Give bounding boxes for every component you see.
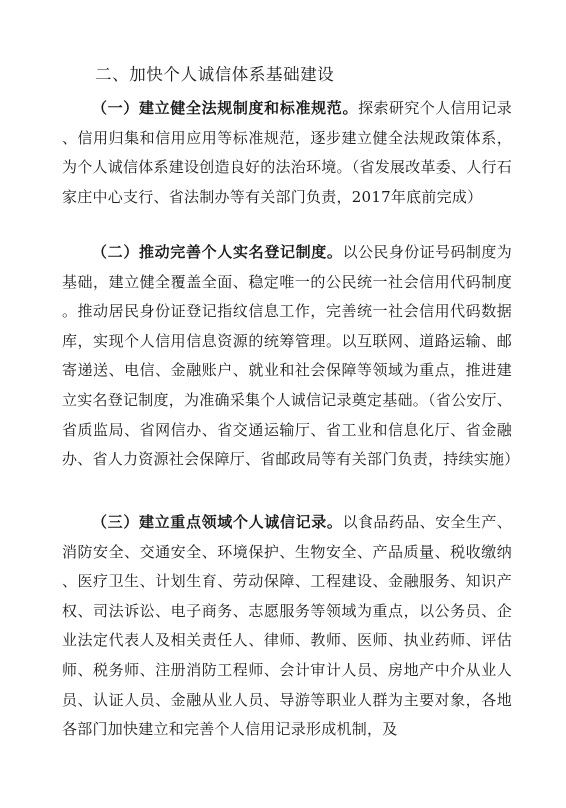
- paragraph-legal-framework: [62, 94, 512, 212]
- paragraph-key-field-records: [62, 508, 512, 745]
- paragraph-body: 以公民身份证号码制度为基础，建立健全覆盖全面、稳定唯一的公民统一社会信用代码制度。推动居民身份证登记指纹信息工作，完善统一社会信用代码数据库，实现个人信用信息资源的统筹管理。以互联网、道路运输、邮寄递送、电信、金融账户、就业和社会保障等领域为重点，推进建立实名登记制度，为准确采集个人诚信记录奠定基础。（省公安厅、省质监局、省网信办、省交通运输厅、省工业和信息化厅、省金融办、省人力资源社会保障厅、省邮政局等有关部门负责，持续实施）: [62, 243, 520, 469]
- paragraph-body: 以食品药品、安全生产、消防安全、交通安全、环境保护、生物安全、产品质量、税收缴纳、医疗卫生、计划生育、劳动保障、工程建设、金融服务、知识产权、司法诉讼、电子商务、志愿服务等领域为重点，以公务员、企业法定代表人及相关责任人、律师、教师、医师、执业药师、评估师、税务师、注册消防工程师、会计审计人员、房地产中介从业人员、认证人员、金融从业人员、导游等职业人群为主要对象，各地各部门加快建立和完善个人信用记录形成机制，及: [62, 513, 512, 739]
- section-heading: 二、加快个人诚信体系基础建设: [95, 65, 335, 84]
- paragraph-lead: （一）建立健全法规制度和标准规范。: [92, 99, 359, 117]
- paragraph-lead: （三）建立重点领域个人诚信记录。: [92, 513, 343, 531]
- paragraph-real-name-registration: [62, 238, 520, 475]
- paragraph-lead: （二）推动完善个人实名登记制度。: [92, 243, 343, 261]
- paragraph-body: 探索研究个人信用记录、信用归集和信用应用等标准规范，逐步建立健全法规政策体系，为个人诚信体系建设创造良好的法治环境。（省发展改革委、人行石家庄中心支行、省法制办等有关部门负责，2017年底前完成）: [62, 99, 513, 206]
